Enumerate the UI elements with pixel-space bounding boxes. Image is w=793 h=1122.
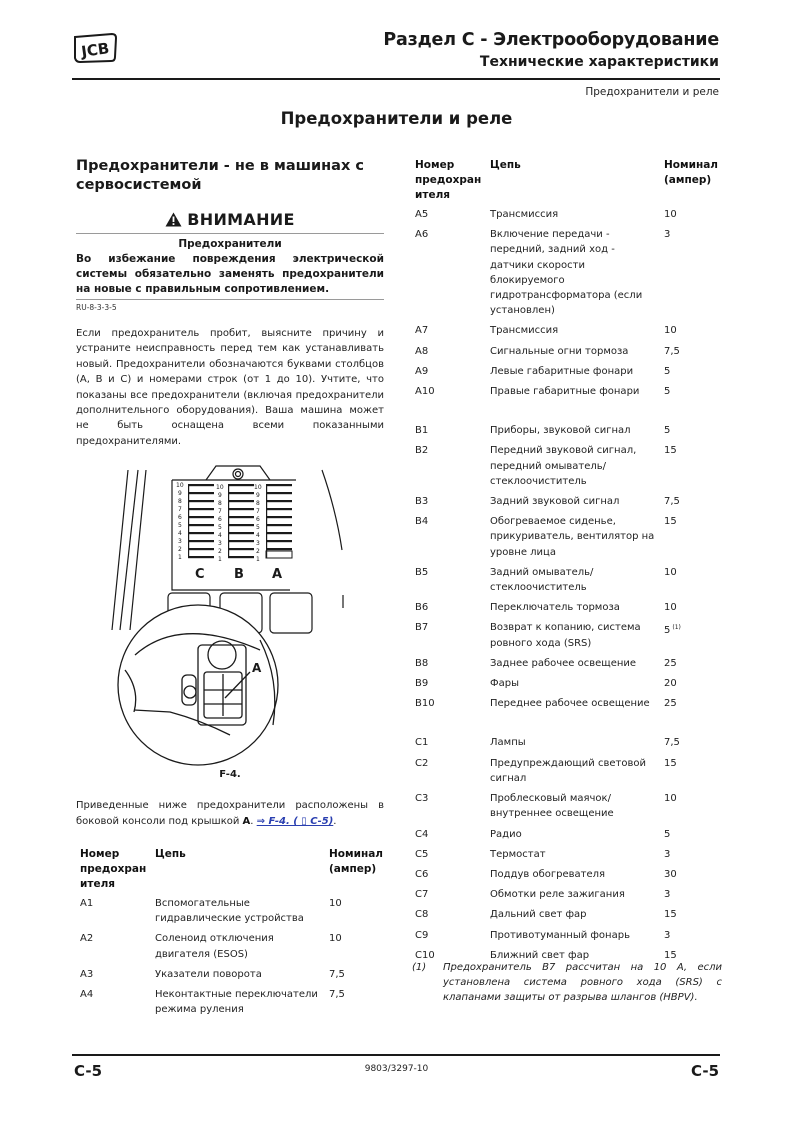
table-row: A9 Левые габаритные фонари 5 [415, 365, 671, 377]
group-spacer [415, 404, 724, 423]
svg-text:5: 5 [256, 524, 260, 531]
group-spacer [415, 716, 724, 735]
table-row: C4 Радио 5 [415, 828, 671, 840]
svg-text:C: C [195, 567, 205, 582]
table-row: B7 Возврат к копанию, система ровного хода (SRS) 5 $^{(1)}$ [415, 622, 681, 649]
svg-text:6: 6 [178, 514, 182, 521]
svg-text:9: 9 [178, 490, 182, 497]
col-header-rating: Номинал (ампер) [329, 848, 383, 875]
fuse-intro-paragraph: Если предохранитель пробит, выясните причину и устраните неисправность перед тем как устанавливать новый. Предохранители обозначаются буквами столбцов (А, В и С) и номерами строк (от 1 до 10). Учтите, что показаны все предохранители (включая предохранители дополнительного оборудования). Ваша машина может не быть оснащена всеми показанными предохранителями. [76, 328, 384, 447]
fuse-box-diagram-icon [110, 450, 360, 770]
col-header-circuit: Цепь [490, 159, 521, 171]
footnote [412, 960, 722, 1005]
section-title: Раздел C - Электрооборудование [383, 30, 719, 50]
table-row: C3 Проблесковый маячок/ внутреннее освещение 10 [415, 793, 677, 820]
warning-heading [76, 210, 384, 229]
page-number-left: C-5 [74, 1062, 103, 1080]
svg-text:3: 3 [256, 540, 260, 547]
svg-text:4: 4 [256, 532, 260, 539]
table-row: A10 Правые габаритные фонари 5 [415, 386, 671, 398]
table-row: A2 Соленоид отключения двигателя (ESOS) 10 [80, 933, 342, 960]
svg-text:1: 1 [256, 556, 260, 563]
table-header-row [415, 158, 724, 207]
svg-text:5: 5 [178, 522, 182, 529]
table-row: B9 Фары 20 [415, 678, 677, 690]
table-row: A7 Трансмиссия 10 [415, 325, 677, 337]
table-row: C2 Предупреждающий световой сигнал 15 [415, 757, 677, 784]
svg-text:A: A [272, 567, 283, 582]
table-row: A5 Трансмиссия 10 [415, 209, 677, 220]
col-header-number: Номер предохран ителя [415, 159, 482, 201]
svg-text:7: 7 [218, 508, 222, 515]
svg-text:9: 9 [256, 492, 260, 499]
table-row: A6 Включение передачи - передний, задний ход - датчики скорости блокируемого гидротрансформатора (если установлен) 3 [415, 229, 671, 317]
svg-text:4: 4 [178, 530, 182, 537]
section-heading: Предохранители - не в машинах с сервосистемой [76, 158, 364, 193]
svg-text:8: 8 [218, 500, 222, 507]
table-row: A3 Указатели поворота 7,5 [80, 968, 345, 980]
table-row: B6 Переключатель тормоза 10 [415, 602, 677, 614]
svg-text:A: A [252, 661, 262, 675]
col-header-rating: Номинал (ампер) [664, 159, 718, 186]
svg-text:7: 7 [178, 506, 182, 513]
svg-text:2: 2 [218, 548, 222, 555]
svg-text:8: 8 [178, 498, 182, 505]
svg-text:10: 10 [216, 484, 224, 491]
svg-text:10: 10 [254, 484, 262, 491]
table-row: B3 Задний звуковой сигнал 7,5 [415, 496, 680, 508]
fuse-location-paragraph: Приведенные ниже предохранители расположены в боковой консоли под крышкой A. ⇒ F-4. ( ▯ C-5). [76, 800, 384, 827]
svg-text:10: 10 [176, 482, 184, 489]
col-header-circuit: Цепь [155, 848, 186, 860]
svg-text:B: B [234, 567, 244, 582]
footnote-text: Предохранитель B7 рассчитан на 10 A, если установлена система ровного хода (SRS) с клапанами защиты от разрыва шлангов (HBPV). [443, 962, 722, 1003]
document-number: 9803/3297-10 [364, 1064, 429, 1074]
subsection-title: Технические характеристики [479, 54, 719, 70]
warning-text: Во избежание повреждения электрической системы обязательно заменять предохранители на новые с правильным сопротивлением. [76, 253, 384, 295]
svg-text:8: 8 [256, 500, 260, 507]
table-row: B5 Задний омыватель/ стеклоочиститель 10 [415, 566, 677, 594]
page-title: Предохранители и реле [280, 109, 513, 128]
svg-text:1: 1 [218, 556, 222, 563]
table-row: C9 Противотуманный фонарь 3 [415, 929, 671, 941]
svg-text:JCB: JCB [80, 39, 111, 61]
fuse-table-right [415, 158, 724, 968]
svg-text:4: 4 [218, 532, 222, 539]
table-header-row [80, 847, 389, 896]
page-number-right: C-5 [690, 1062, 719, 1080]
svg-text:2: 2 [178, 546, 182, 553]
warning-bottom-rule [76, 299, 384, 300]
svg-text:6: 6 [218, 516, 222, 523]
figure-reference-link[interactable]: ⇒ F-4. ( ▯ C-5) [256, 816, 334, 827]
svg-text:2: 2 [256, 548, 260, 555]
cover-label: A [242, 816, 251, 827]
figure-caption: F-4. [219, 769, 241, 780]
table-row: A8 Сигнальные огни тормоза 7,5 [415, 345, 680, 357]
table-row: C6 Поддув обогревателя 30 [415, 868, 677, 880]
warning-triangle-icon [165, 212, 182, 227]
warning-top-rule [76, 233, 384, 234]
table-row: C1 Лампы 7,5 [415, 737, 680, 749]
table-row: B1 Приборы, звуковой сигнал 5 [415, 425, 671, 437]
svg-text:3: 3 [178, 538, 182, 545]
table-row: C8 Дальний свет фар 15 [415, 909, 677, 921]
warning-subtitle: Предохранители [178, 238, 282, 250]
table-row: A1 Вспомогательные гидравлические устройства 10 [80, 898, 342, 925]
table-row: C7 Обмотки реле зажигания 3 [415, 889, 671, 901]
svg-text:7: 7 [256, 508, 260, 515]
table-row: B10 Переднее рабочее освещение 25 [415, 698, 677, 710]
col-header-number: Номер предохран ителя [80, 848, 147, 890]
fuse-box-illustration [110, 450, 360, 770]
table-row: B8 Заднее рабочее освещение 25 [415, 657, 677, 669]
svg-text:1: 1 [178, 554, 182, 561]
footnote-marker: (1) [672, 624, 681, 632]
table-row: B2 Передний звуковой сигнал, передний омыватель/ стеклоочиститель 15 [415, 445, 677, 487]
svg-text:6: 6 [256, 516, 260, 523]
table-row: C5 Термостат 3 [415, 848, 671, 860]
topic-label: Предохранители и реле [585, 86, 719, 98]
table-row: C10 Ближний свет фар 15 [415, 949, 677, 961]
warning-label: ВНИМАНИЕ [187, 210, 295, 229]
svg-text:3: 3 [218, 540, 222, 547]
footer-divider [72, 1054, 720, 1056]
table-row: B4 Обогреваемое сиденье, прикуриватель, вентилятор на уровне лица 15 [415, 516, 677, 558]
svg-text:9: 9 [218, 492, 222, 499]
header-divider [72, 78, 720, 80]
jcb-logo [72, 33, 118, 63]
fuse-table-left [80, 847, 389, 1022]
warning-code: RU-8-3-3-5 [76, 303, 117, 312]
table-row: A4 Неконтактные переключатели режима руления 7,5 [80, 989, 345, 1016]
svg-text:5: 5 [218, 524, 222, 531]
footnote-number: (1) [412, 962, 427, 973]
jcb-logo-icon [72, 33, 118, 63]
